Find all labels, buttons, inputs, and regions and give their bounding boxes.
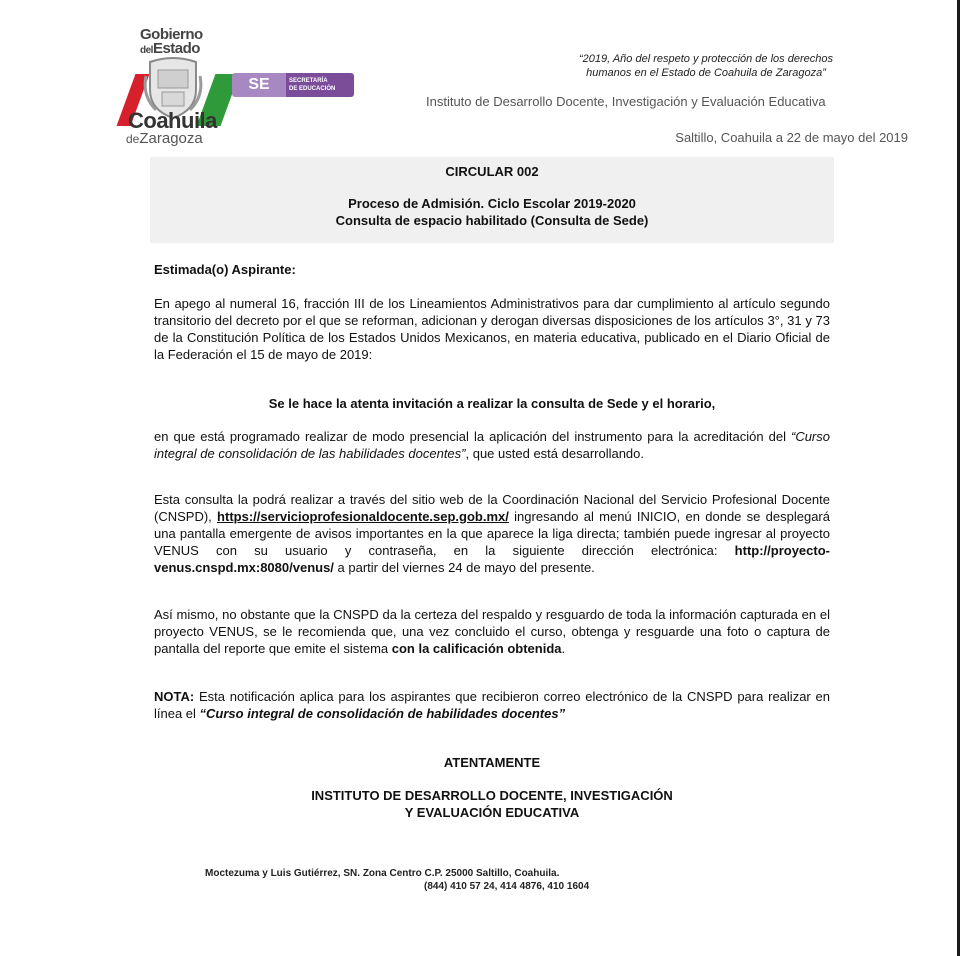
logo-de: de xyxy=(126,132,140,146)
p4-bold: con la calificación obtenida xyxy=(391,641,562,656)
motto-line2: humanos en el Estado de Coahuila de Zaragoza” xyxy=(586,67,826,79)
logo-de-zaragoza xyxy=(126,130,203,147)
cnspd-link[interactable]: https://servicioprofesionaldocente.sep.gob.mx/ xyxy=(217,509,509,524)
p3-text-b: ingresando al menú INICIO, en donde se desplegará una pantalla emergente de avisos importantes en la que aparece la liga directa; también puede ingresar al proyecto VENUS con su usuario y contraseña, en la siguiente dirección electrónica: xyxy=(154,509,830,558)
paragraph-4 xyxy=(154,606,830,657)
paragraph-2 xyxy=(154,428,830,462)
greeting: Estimada(o) Aspirante: xyxy=(154,262,296,277)
footer-phones: (844) 410 57 24, 414 4876, 410 1604 xyxy=(424,881,590,892)
logo-gobierno: Gobierno xyxy=(140,26,203,43)
p3-text-a: Esta consulta la podrá realizar a través del sitio web de la Coordinación Nacional del Servicio Profesional Docente (CNSPD), xyxy=(154,492,830,524)
p4-end: . xyxy=(561,641,566,656)
nota-course: “Curso integral de consolidación de habilidades docentes” xyxy=(199,706,566,721)
process-title: Proceso de Admisión. Ciclo Escolar 2019-2020 xyxy=(348,196,636,211)
signature-line1: INSTITUTO DE DESARROLLO DOCENTE, INVESTIGACIÓN xyxy=(311,788,673,803)
paragraph-1: En apego al numeral 16, fracción III de los Lineamientos Administrativos para dar cumplimiento al artículo segundo transitorio del decreto por el que se reforman, adicionan y derogan diversas disposiciones de los artículos 3°, 31 y 73 de la Constitución Política de los Estados Unidos Mexicanos, en materia educativa, publicado en el Diario Oficial de la Federación el 15 de mayo de 2019: xyxy=(154,296,830,362)
nota-text: Esta notificación aplica para los aspirantes que recibieron correo electrónico de la CNSPD para realizar en línea el xyxy=(154,689,830,721)
course-name: “Curso integral de consolidación de las habilidades docentes” xyxy=(154,429,830,461)
logo-del-estado xyxy=(140,40,200,57)
gobierno-logo xyxy=(112,24,362,146)
logo-zaragoza: Zaragoza xyxy=(139,130,203,147)
circular-banner xyxy=(150,157,834,243)
nota-label: NOTA: xyxy=(154,689,195,704)
p3-text-c: a partir del viernes 24 de mayo del presente. xyxy=(333,560,595,575)
se-secretaria-line1: SECRETARÍA xyxy=(289,78,328,84)
p2-text-a: en que está programado realizar de modo presencial la aplicación del instrumento para la acreditación del xyxy=(154,429,791,444)
motto-line1: “2019, Año del respeto y protección de los derechos xyxy=(579,53,833,65)
venus-url: http://proyecto-venus.cnspd.mx:8080/venus/ xyxy=(154,543,830,575)
nota xyxy=(154,688,830,722)
p2-text-b: , que usted está desarrollando. xyxy=(465,446,645,461)
se-label: SE xyxy=(232,73,286,97)
motto xyxy=(486,52,926,80)
se-logo xyxy=(232,73,354,97)
logo-del: del xyxy=(140,45,153,56)
paragraph-3 xyxy=(154,491,830,576)
logo-coahuila: Coahuila xyxy=(128,108,217,133)
atentamente: ATENTAMENTE xyxy=(443,755,541,770)
signature-line2: Y EVALUACIÓN EDUCATIVA xyxy=(404,805,580,820)
date-line: Saltillo, Coahuila a 22 de mayo del 2019 xyxy=(675,130,908,145)
circular-number: CIRCULAR 002 xyxy=(445,164,539,179)
consulta-title: Consulta de espacio habilitado (Consulta de Sede) xyxy=(335,213,649,228)
se-secretaria-line2: DE EDUCACIÓN xyxy=(289,86,336,92)
institute-name: Instituto de Desarrollo Docente, Investigación y Evaluación Educativa xyxy=(426,94,826,109)
se-secretaria xyxy=(286,73,354,97)
invitation: Se le hace la atenta invitación a realizar la consulta de Sede y el horario, xyxy=(268,396,716,411)
logo-estado: Estado xyxy=(152,40,200,57)
footer-address: Moctezuma y Luis Gutiérrez, SN. Zona Centro C.P. 25000 Saltillo, Coahuila. xyxy=(205,868,560,879)
p4-text-a: Así mismo, no obstante que la CNSPD da la certeza del respaldo y resguardo de toda la información capturada en el proyecto VENUS, se le recomienda que, una vez concluido el curso, obtenga y resguarde una foto o captura de pantalla del reporte que emite el sistema xyxy=(154,607,830,656)
